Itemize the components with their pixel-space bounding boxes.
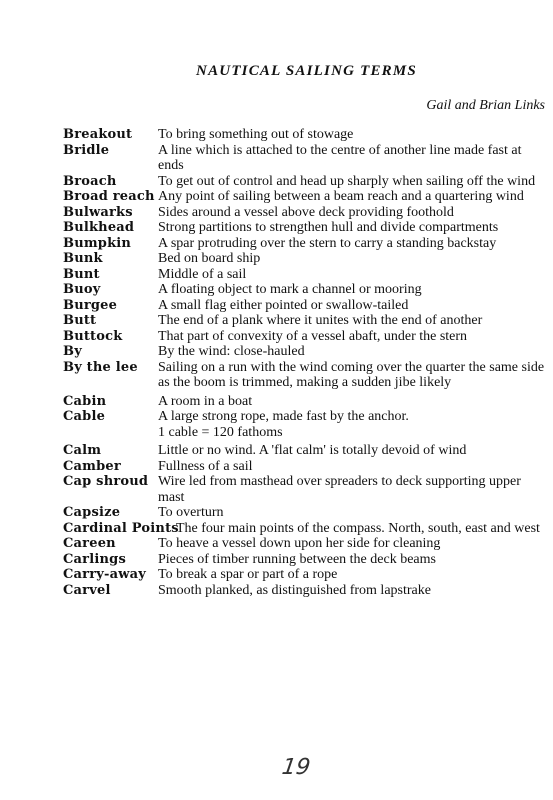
glossary-definition — [63, 583, 549, 599]
glossary-definition — [63, 282, 549, 298]
glossary-list — [63, 127, 549, 598]
definition-text: To bring something out of stowage — [158, 127, 354, 142]
definition-text: A line which is attached to the centre of another line made fast at ends — [158, 142, 522, 173]
glossary-term: Calm — [63, 443, 102, 458]
glossary-entry — [63, 236, 549, 252]
definition-text: Middle of a sail — [158, 266, 247, 282]
glossary-definition — [63, 236, 549, 252]
definition-text: Fullness of a sail — [158, 458, 253, 474]
glossary-term: Cardinal Points — [63, 520, 179, 536]
glossary-term: Buoy — [63, 282, 101, 297]
glossary-term: Camber — [63, 458, 121, 474]
glossary-entry — [63, 459, 549, 475]
glossary-entry — [63, 298, 549, 314]
glossary-term: Bunt — [63, 266, 100, 282]
glossary-definition — [63, 536, 549, 552]
glossary-definition — [63, 127, 549, 143]
glossary-entry — [63, 220, 549, 236]
definition-text-line2: 1 cable = 120 fathoms — [158, 424, 283, 440]
glossary-entry — [63, 360, 549, 391]
glossary-entry — [63, 521, 549, 537]
definition-text: Little or no wind. A 'flat calm' is totally devoid of wind — [158, 443, 467, 458]
glossary-term: By — [63, 344, 82, 359]
definition-text: Bed on board ship — [158, 251, 261, 266]
glossary-entry — [63, 552, 549, 568]
definition-text: A room in a boat — [158, 393, 253, 409]
glossary-term: Careen — [63, 536, 116, 551]
glossary-entry — [63, 344, 549, 360]
glossary-entry — [63, 251, 549, 267]
page-number: 19 — [280, 755, 312, 780]
glossary-definition — [63, 267, 549, 283]
glossary-term: Carlings — [63, 551, 126, 567]
glossary-entry — [63, 409, 549, 440]
glossary-definition — [63, 174, 549, 190]
glossary-entry — [63, 443, 549, 459]
definition-text: A spar protruding over the stern to carry a standing backstay — [158, 235, 497, 251]
glossary-entry — [63, 394, 549, 410]
glossary-definition — [63, 505, 549, 521]
glossary-term: Carry-away — [63, 567, 147, 582]
glossary-definition — [63, 143, 549, 174]
definition-text: Smooth planked, as distinguished from lapstrake — [158, 582, 431, 598]
definition-text: The four main points of the compass. North, south, east and west — [176, 520, 540, 536]
glossary-entry — [63, 536, 549, 552]
glossary-entry — [63, 267, 549, 283]
glossary-entry — [63, 583, 549, 599]
glossary-entry — [63, 567, 549, 583]
glossary-term: Bunk — [63, 251, 103, 266]
glossary-definition — [63, 344, 549, 360]
glossary-term: Bumpkin — [63, 235, 132, 251]
definition-text: The end of a plank where it unites with the end of another — [158, 313, 483, 328]
glossary-entry — [63, 143, 549, 174]
glossary-definition — [63, 394, 549, 410]
definition-text: Sailing on a run with the wind coming over the quarter the same side as the boom is trimmed, making a sudden jibe likely — [158, 359, 545, 390]
glossary-term: Bulwarks — [63, 204, 133, 220]
definition-text: Any point of sailing between a beam reach and a quartering wind — [158, 189, 524, 204]
definition-text: To get out of control and head up sharply when sailing off the wind — [158, 173, 536, 189]
glossary-entry — [63, 282, 549, 298]
glossary-term: Cabin — [63, 393, 107, 409]
glossary-term: Breakout — [63, 127, 133, 142]
glossary-entry — [63, 329, 549, 345]
glossary-definition — [63, 552, 549, 568]
definition-text: By the wind: close-hauled — [158, 344, 305, 359]
glossary-term: Cap shroud — [63, 474, 149, 489]
glossary-definition — [63, 313, 549, 329]
definition-text: To break a spar or part of a rope — [158, 567, 338, 582]
definition-text: To heave a vessel down upon her side for cleaning — [158, 536, 441, 551]
authors-byline: Gail and Brian Links — [426, 98, 545, 113]
glossary-term: Carvel — [63, 582, 111, 598]
definition-text: A small flag either pointed or swallow-tailed — [158, 297, 409, 313]
definition-text: A large strong rope, made fast by the anchor. — [158, 409, 409, 424]
glossary-definition — [63, 443, 549, 459]
glossary-definition — [63, 298, 549, 314]
glossary-term: Burgee — [63, 297, 118, 313]
glossary-definition — [63, 329, 549, 345]
glossary-definition — [63, 459, 549, 475]
glossary-term: Broad reach — [63, 189, 155, 204]
glossary-term: By the lee — [63, 359, 138, 375]
glossary-definition — [63, 251, 549, 267]
glossary-entry — [63, 313, 549, 329]
glossary-term: Buttock — [63, 328, 123, 344]
glossary-definition — [63, 409, 549, 440]
definition-text: Sides around a vessel above deck providing foothold — [158, 204, 454, 220]
glossary-term: Broach — [63, 173, 117, 189]
definition-text: Wire led from masthead over spreaders to deck supporting upper mast — [158, 474, 521, 505]
glossary-term: Bulkhead — [63, 220, 135, 235]
definition-text: Pieces of timber running between the deck beams — [158, 551, 436, 567]
definition-text: A floating object to mark a channel or mooring — [158, 282, 422, 297]
page-title: NAUTICAL SAILING TERMS — [196, 63, 417, 79]
glossary-entry — [63, 474, 549, 505]
glossary-term: Capsize — [63, 505, 121, 520]
glossary-entry — [63, 127, 549, 143]
glossary-definition — [63, 220, 549, 236]
definition-text: Strong partitions to strengthen hull and divide compartments — [158, 220, 499, 235]
glossary-entry — [63, 205, 549, 221]
glossary-entry — [63, 174, 549, 190]
glossary-term: Butt — [63, 313, 97, 328]
definition-text: To overturn — [158, 505, 224, 520]
definition-text: That part of convexity of a vessel abaft, under the stern — [158, 328, 468, 344]
glossary-entry — [63, 189, 549, 205]
glossary-entry — [63, 505, 549, 521]
glossary-term: Cable — [63, 409, 106, 424]
glossary-definition — [63, 205, 549, 221]
glossary-term: Bridle — [63, 142, 110, 158]
